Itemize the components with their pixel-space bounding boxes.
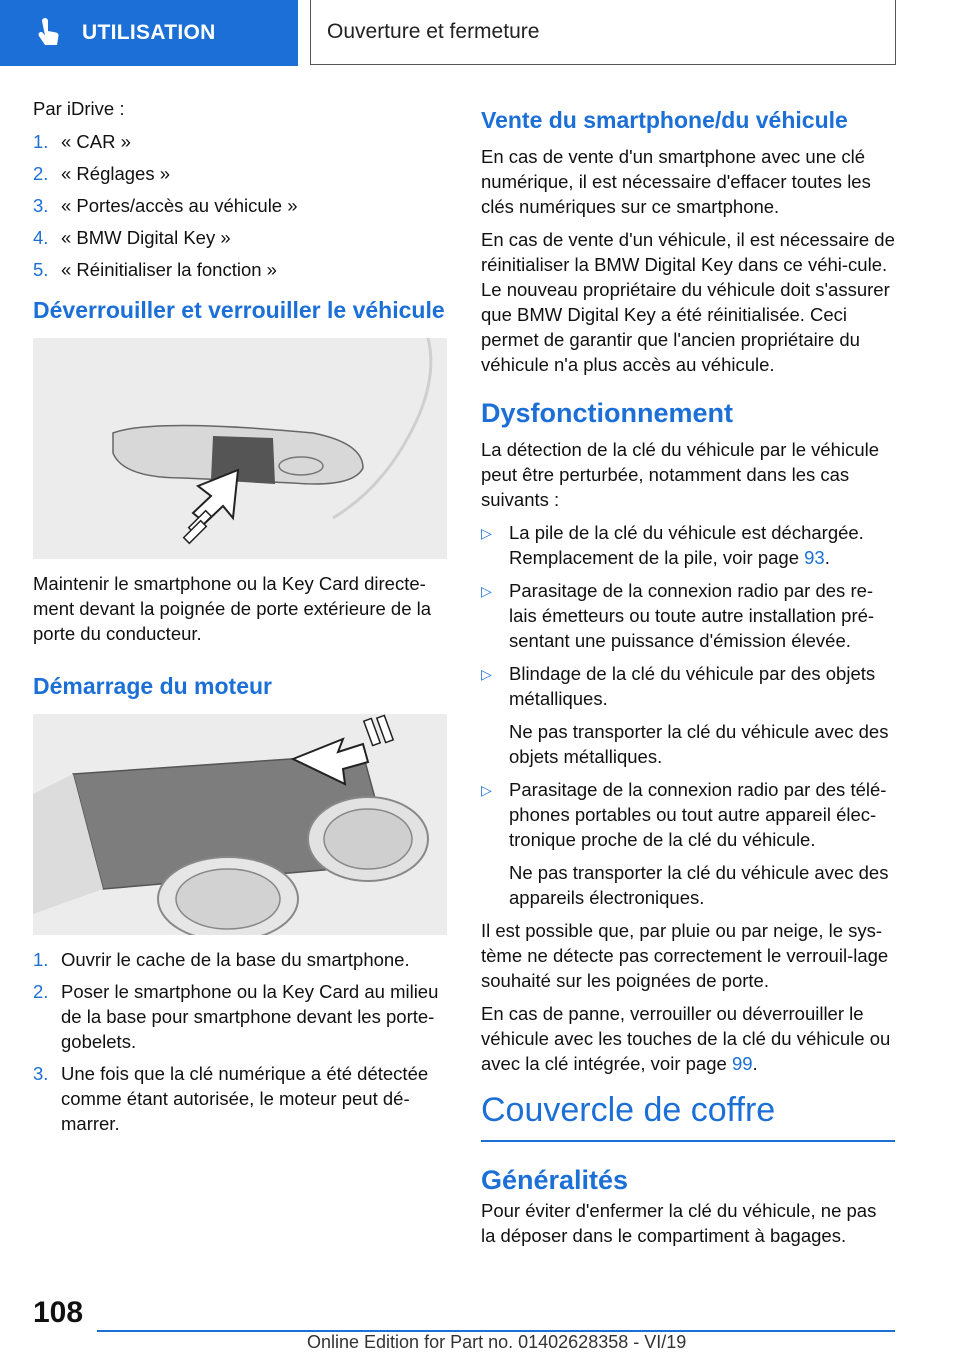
triangle-bullet-icon: ▷ bbox=[481, 666, 492, 682]
list-item: 3. Une fois que la clé numérique a été détectée comme étant autorisée, le moteur peut dé-marrer. bbox=[33, 1063, 429, 1134]
chapter-tab[interactable] bbox=[310, 0, 896, 65]
section-tab[interactable] bbox=[0, 0, 298, 66]
malfunction-intro: La détection de la clé du véhicule par le véhicule peut être perturbée, notamment dans les cas suivants : bbox=[481, 439, 880, 510]
list-item: 1. Ouvrir le cache de la base du smartphone. bbox=[33, 949, 410, 970]
sale-paragraph-2: En cas de vente d'un véhicule, il est nécessaire de réinitialiser la BMW Digital Key dans ce véhi-cule. Le nouveau propriétaire du véhicule doit s'assurer que BMW Digital Key a été réinitialisée. Ceci permet de garantir que l'ancien propriétaire du véhicule n'a plus accès au véhicule. bbox=[481, 229, 895, 375]
list-item: ▷ La pile de la clé du véhicule est déchargée. Remplacement de la pile, voir page 93. bbox=[481, 522, 864, 568]
list-item: ▷ Parasitage de la connexion radio par des télé-phones portables ou tout autre appareil élec-tronique proche de la clé du véhicule. Ne pas transporter la clé du véhicule avec des appareils électroniques. bbox=[481, 779, 889, 908]
list-item: 5. « Réinitialiser la fonction » bbox=[33, 259, 277, 280]
sale-heading: Vente du smartphone/du véhicule bbox=[481, 107, 848, 133]
page-link-93[interactable]: 93 bbox=[804, 547, 825, 568]
idrive-intro: Par iDrive : bbox=[33, 98, 125, 119]
trunk-heading: Couvercle de coffre bbox=[481, 1090, 895, 1142]
idrive-steps bbox=[33, 129, 447, 282]
list-item: 3. « Portes/accès au véhicule » bbox=[33, 195, 298, 216]
page-link-99[interactable]: 99 bbox=[731, 1053, 753, 1074]
triangle-bullet-icon: ▷ bbox=[481, 525, 492, 541]
list-item: ▷ Parasitage de la connexion radio par des re-lais émetteurs ou toute autre installation pré-sentant une puissance d'émission élevée. bbox=[481, 580, 875, 651]
edition-footer: Online Edition for Part no. 01402628358 - VI/19 bbox=[307, 1332, 687, 1352]
list-item: ▷ Blindage de la clé du véhicule par des objets métalliques. Ne pas transporter la clé du véhicule avec des objets métalliques. bbox=[481, 663, 889, 767]
start-steps bbox=[33, 947, 447, 1136]
section-title: UTILISATION bbox=[82, 21, 216, 44]
page-header bbox=[0, 0, 960, 66]
triangle-bullet-icon: ▷ bbox=[481, 583, 492, 599]
panne-text: En cas de panne, verrouiller ou déverrouiller le véhicule avec les touches de la clé du véhicule ou avec la clé intégrée, voir page 99. bbox=[481, 1003, 891, 1074]
smartphone-tray-illustration bbox=[33, 714, 447, 935]
sale-paragraph-1: En cas de vente d'un smartphone avec une clé numérique, il est nécessaire d'effacer toutes les clés numériques sur ce smartphone. bbox=[481, 146, 871, 217]
list-item: 1. « CAR » bbox=[33, 131, 131, 152]
unlock-heading: Déverrouiller et verrouiller le véhicule bbox=[33, 297, 445, 323]
chapter-title: Ouverture et fermeture bbox=[327, 20, 540, 43]
door-handle-illustration bbox=[33, 338, 447, 559]
general-heading: Généralités bbox=[481, 1165, 629, 1195]
list-item: 2. Poser le smartphone ou la Key Card au milieu de la base pour smartphone devant les porte-gobelets. bbox=[33, 981, 439, 1052]
start-heading: Démarrage du moteur bbox=[33, 673, 273, 699]
right-column bbox=[481, 96, 895, 1256]
list-item: 4. « BMW Digital Key » bbox=[33, 227, 231, 248]
malfunction-list bbox=[481, 520, 895, 910]
malfunction-heading: Dysfonctionnement bbox=[481, 398, 734, 428]
rain-text: Il est possible que, par pluie ou par neige, le sys-tème ne détecte pas correctement le verrouil-lage souhaité sur les poignées de porte. bbox=[481, 920, 889, 991]
triangle-bullet-icon: ▷ bbox=[481, 782, 492, 798]
list-item: 2. « Réglages » bbox=[33, 163, 171, 184]
unlock-text: Maintenir le smartphone ou la Key Card directe-ment devant la poignée de porte extérieure de la porte du conducteur. bbox=[33, 573, 432, 644]
left-column bbox=[33, 96, 447, 1150]
page-number: 108 bbox=[33, 1296, 84, 1329]
hand-pointer-icon bbox=[28, 13, 68, 53]
general-text: Pour éviter d'enfermer la clé du véhicule, ne pas la déposer dans le compartiment à bagages. bbox=[481, 1200, 877, 1246]
